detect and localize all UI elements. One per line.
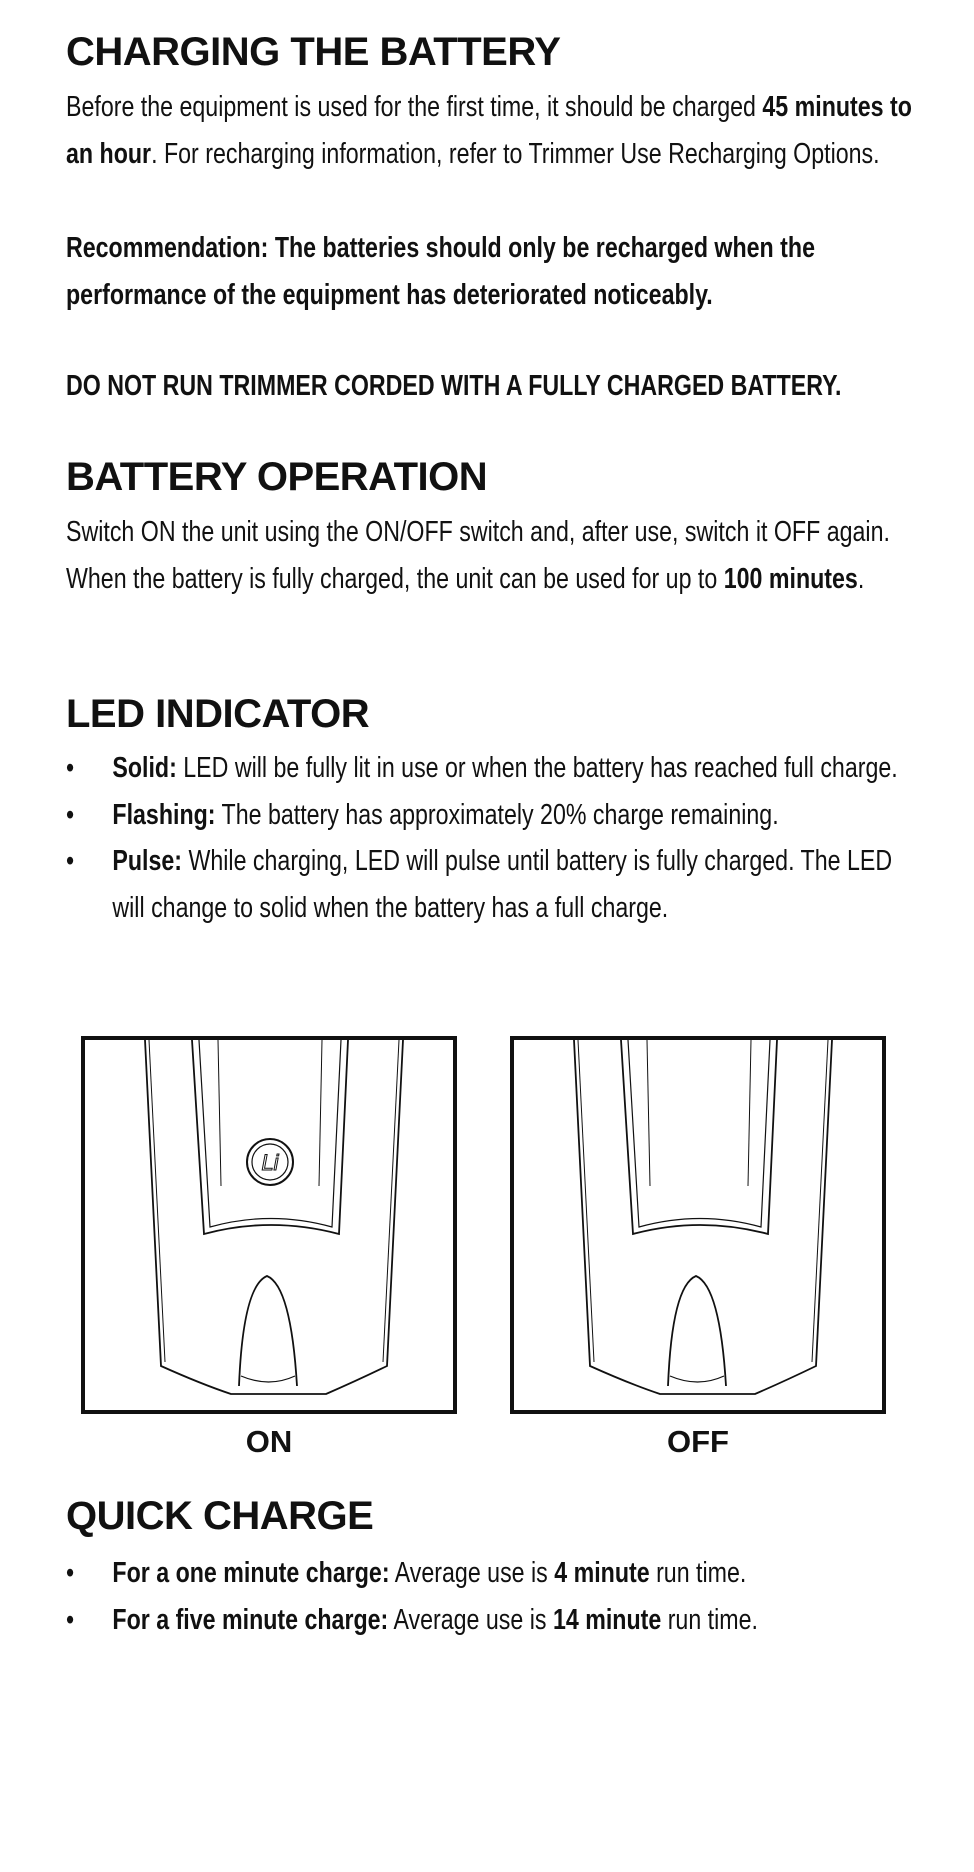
operation-text-a: Switch ON the unit using the ON/OFF switch and, after use, switch it OFF again. When the battery is fully charged, the unit can be used for up to	[66, 516, 890, 595]
quick-item-text: Average use is	[388, 1603, 553, 1636]
charging-paragraph	[66, 84, 914, 177]
led-item-flashing	[66, 792, 914, 839]
section-title-operation: BATTERY OPERATION	[66, 455, 488, 499]
figure-off-caption: OFF	[667, 1424, 729, 1459]
figure-off	[510, 1036, 886, 1414]
quick-charge-item-five-minute	[66, 1597, 914, 1644]
quick-charge-item-one-minute	[66, 1550, 914, 1597]
figure-on-caption: ON	[245, 1424, 293, 1459]
charging-warning: DO NOT RUN TRIMMER CORDED WITH A FULLY CHARGED BATTERY.	[66, 370, 842, 402]
led-item-solid	[66, 745, 914, 792]
charging-text-c: . For recharging information, refer to Trimmer Use Recharging Options.	[151, 137, 880, 170]
led-item-pulse	[66, 838, 914, 931]
operation-runtime: 100 minutes	[723, 562, 858, 595]
led-item-text: While charging, LED will pulse until battery is fully charged. The LED will change to solid when the battery has a full charge.	[112, 845, 893, 924]
quick-item-runtime: 4 minute	[554, 1557, 650, 1589]
led-item-text: LED will be fully lit in use or when the battery has reached full charge.	[176, 752, 898, 784]
operation-paragraph	[66, 509, 914, 602]
quick-item-suffix: run time.	[661, 1603, 758, 1636]
led-item-text: The battery has approximately 20% charge remaining.	[215, 798, 779, 831]
led-item-label: Flashing:	[112, 798, 216, 831]
led-item-label: Pulse:	[112, 845, 183, 877]
operation-text-c: .	[857, 562, 865, 595]
section-title-led: LED INDICATOR	[66, 692, 370, 736]
led-list	[66, 745, 914, 931]
charging-text-a: Before the equipment is used for the first time, it should be charged	[66, 91, 763, 123]
quick-charge-list	[66, 1550, 914, 1643]
quick-item-suffix: run time.	[649, 1557, 747, 1589]
quick-item-label: For a one minute charge:	[112, 1557, 390, 1589]
section-title-charging: CHARGING THE BATTERY	[66, 30, 561, 74]
quick-item-label: For a five minute charge:	[112, 1603, 389, 1636]
led-item-label: Solid:	[112, 752, 177, 784]
charging-recommendation: Recommendation: The batteries should only be recharged when the performance of the equipment has deteriorated noticeably.	[66, 232, 815, 311]
trimmer-on-illustration	[81, 1036, 457, 1414]
li-logo-icon: Li	[261, 1150, 279, 1175]
quick-item-text: Average use is	[389, 1557, 555, 1589]
quick-item-runtime: 14 minute	[552, 1603, 662, 1636]
figure-on	[81, 1036, 457, 1414]
section-title-quick-charge: QUICK CHARGE	[66, 1494, 374, 1538]
charging-duration: 45 minutes to an hour	[66, 91, 912, 170]
trimmer-off-illustration	[510, 1036, 886, 1414]
